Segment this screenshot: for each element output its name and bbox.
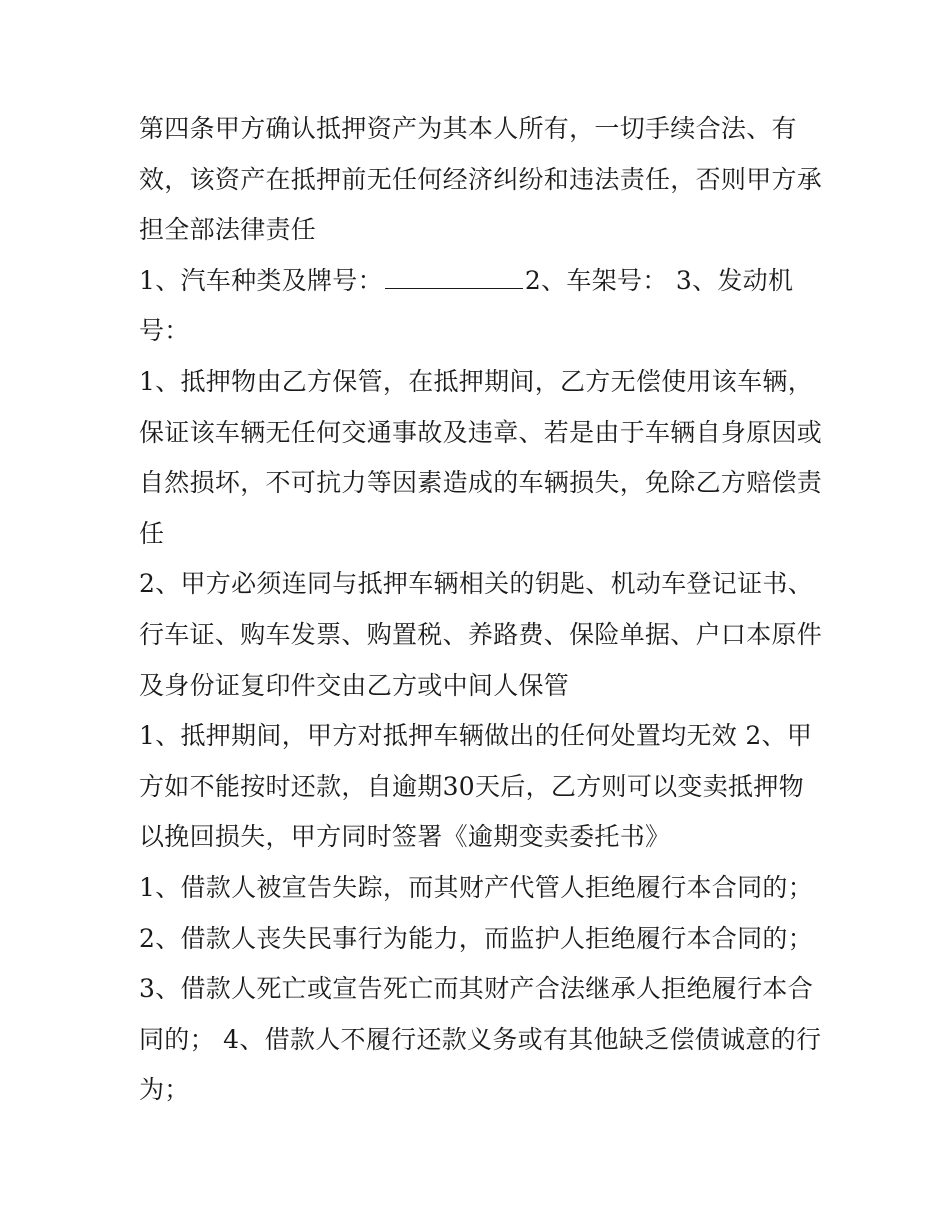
clause-paragraph: 1、抵押期间，甲方对抵押车辆做出的任何处置均无效 2、甲方如不能按时还款，自逾期30天后，乙方则可以变卖抵押物以挽回损失，甲方同时签署《逾期变卖委托书》 bbox=[139, 721, 813, 852]
clause-paragraph: 第四条甲方确认抵押资产为其本人所有，一切手续合法、有效，该资产在抵押前无任何经济纠纷和违法责任，否则甲方承担全部法律责任 bbox=[139, 114, 823, 245]
vehicle-type-label: 1、汽车种类及牌号： bbox=[139, 265, 383, 295]
clause-paragraph: 2、甲方必须连同与抵押车辆相关的钥匙、机动车登记证书、行车证、购车发票、购置税、养路费、保险单据、户口本原件及身份证复印件交由乙方或中间人保管 bbox=[139, 569, 823, 700]
vehicle-plate-blank bbox=[385, 266, 523, 289]
vehicle-info-paragraph bbox=[139, 256, 829, 357]
clause-paragraph: 1、抵押物由乙方保管，在抵押期间，乙方无偿使用该车辆，保证该车辆无任何交通事故及违章、若是由于车辆自身原因或自然损坏，不可抗力等因素造成的车辆损失，免除乙方赔偿责任 bbox=[139, 366, 823, 548]
clause-paragraph: 3、借款人死亡或宣告死亡而其财产合法继承人拒绝履行本合同的； 4、借款人不履行还款义务或有其他缺乏偿债诚意的行为； bbox=[139, 974, 822, 1105]
clause-paragraph: 2、借款人丧失民事行为能力，而监护人拒绝履行本合同的； bbox=[139, 923, 814, 953]
clause-paragraph: 1、借款人被宣告失踪，而其财产代管人拒绝履行本合同的； bbox=[139, 872, 814, 902]
vehicle-frame-engine-label: 2、车架号： 3、发动机号： bbox=[139, 265, 794, 346]
document-body bbox=[139, 104, 829, 1116]
